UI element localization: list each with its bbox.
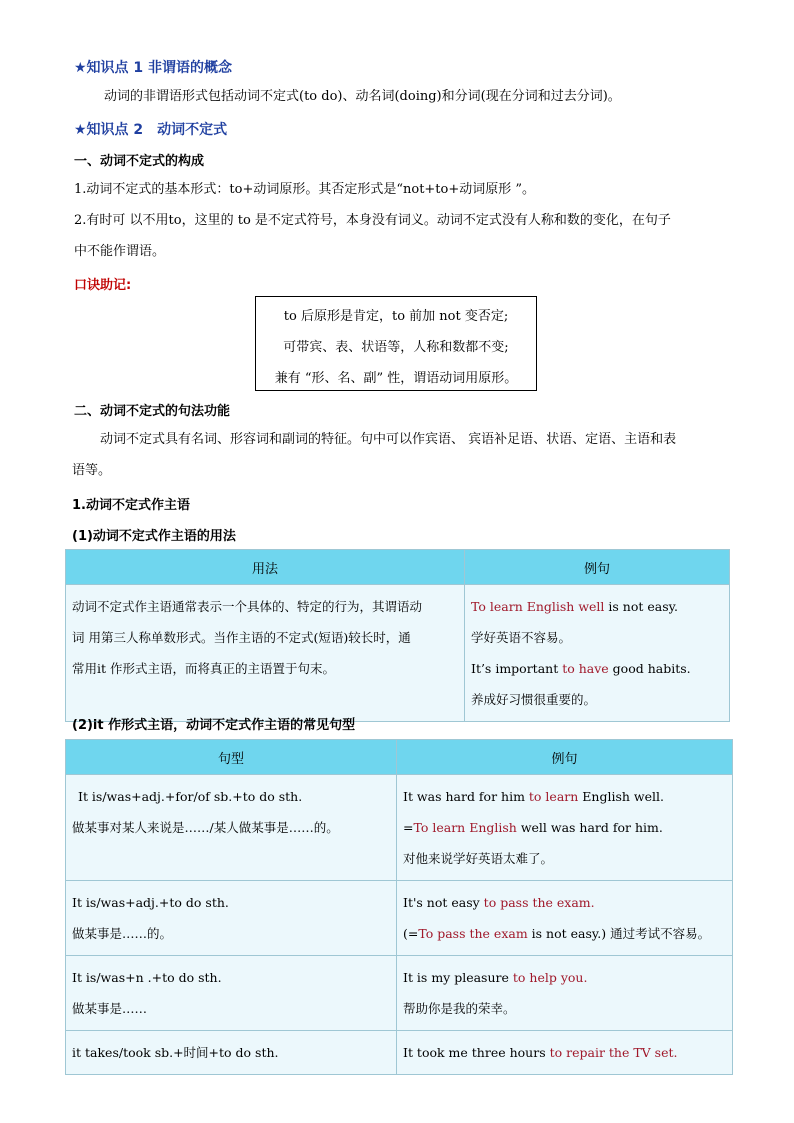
usage-line: 常用it 作形式主语，而将真正的主语置于句末。 xyxy=(72,661,335,676)
pattern-table xyxy=(65,739,733,1075)
example-sentence: It's not easy to pass the exam. xyxy=(403,895,595,910)
pattern-meaning: 做某事是…… xyxy=(72,1001,148,1016)
usage-line: 词 用第三人称单数形式。当作主语的不定式(短语)较长时，通 xyxy=(72,630,411,645)
mnemonic-line: 可带宾、表、状语等，人称和数都不变; xyxy=(283,340,509,355)
example-sentence: =To learn English well was hard for him. xyxy=(403,820,663,835)
paragraph: 动词的非谓语形式包括动词不定式(to do)、动名词(doing)和分词(现在分词和过去分词)。 xyxy=(104,89,621,104)
paragraph: 语等。 xyxy=(72,463,112,478)
example-sentence: (=To pass the exam is not easy.) 通过考试不容易。 xyxy=(403,926,711,941)
table-cell xyxy=(66,881,397,956)
mnemonic-line: to 后原形是肯定，to 前加 not 变否定; xyxy=(283,309,509,324)
subheading: 1.动词不定式作主语 xyxy=(72,498,190,513)
column-header: 例句 xyxy=(465,550,730,585)
subheading: (1)动词不定式作主语的用法 xyxy=(72,529,236,544)
example-translation: 对他来说学好英语太难了。 xyxy=(403,851,554,866)
table-cell xyxy=(66,1031,397,1075)
example-translation: 养成好习惯很重要的。 xyxy=(471,692,597,707)
mnemonic-label: 口诀助记: xyxy=(74,278,132,293)
paragraph: 1.动词不定式的基本形式：to+动词原形。其否定形式是“not+to+动词原形 ”。 xyxy=(74,182,536,197)
usage-line: 动词不定式作主语通常表示一个具体的、特定的行为，其谓语动 xyxy=(72,599,423,614)
table-header-row xyxy=(66,550,730,585)
mnemonic-box xyxy=(255,296,537,391)
pattern-meaning: 做某事是……的。 xyxy=(72,926,173,941)
table-row xyxy=(66,881,733,956)
sentence-pattern: It is/was+adj.+to do sth. xyxy=(72,895,229,910)
table-cell xyxy=(465,585,730,722)
example-sentence: To learn English well is not easy. xyxy=(471,599,678,614)
heading-sec1: 一、动词不定式的构成 xyxy=(74,154,205,169)
paragraph: 中不能作谓语。 xyxy=(74,244,166,259)
table-cell xyxy=(66,956,397,1031)
table-cell xyxy=(397,775,733,881)
sentence-pattern: It is/was+adj.+for/of sb.+to do sth. xyxy=(78,789,303,804)
paragraph: 2.有时可 以不用to，这里的 to 是不定式符号，本身没有词义。动词不定式没有人称和数的变化，在句子 xyxy=(74,213,671,228)
sentence-pattern: It is/was+n .+to do sth. xyxy=(72,970,222,985)
table-header-row xyxy=(66,740,733,775)
example-translation: 帮助你是我的荣幸。 xyxy=(403,1001,516,1016)
table-cell xyxy=(397,881,733,956)
table-cell xyxy=(66,775,397,881)
table-row xyxy=(66,585,730,722)
section-title-k2: ★知识点 2 动词不定式 xyxy=(74,122,228,138)
table-cell xyxy=(397,1031,733,1075)
pattern-meaning: 做某事对某人来说是……/某人做某事是……的。 xyxy=(72,820,339,835)
example-sentence: It is my pleasure to help you. xyxy=(403,970,588,985)
table-row xyxy=(66,775,733,881)
table-row xyxy=(66,1031,733,1075)
table-row xyxy=(66,956,733,1031)
subheading: (2)it 作形式主语，动词不定式作主语的常见句型 xyxy=(72,718,356,733)
example-translation: 学好英语不容易。 xyxy=(471,630,572,645)
sentence-pattern: it takes/took sb.+时间+to do sth. xyxy=(72,1045,279,1060)
section-title-k1: ★知识点 1 非谓语的概念 xyxy=(74,60,233,76)
example-sentence: It was hard for him to learn English well. xyxy=(403,789,664,804)
paragraph: 动词不定式具有名词、形容词和副词的特征。句中可以作宾语、 宾语补足语、状语、定语、主语和表 xyxy=(100,432,677,447)
table-cell xyxy=(397,956,733,1031)
example-sentence: It took me three hours to repair the TV set. xyxy=(403,1045,678,1060)
mnemonic-line: 兼有 “形、名、副” 性，谓语动词用原形。 xyxy=(274,371,518,386)
table-cell xyxy=(66,585,465,722)
heading-sec2: 二、动词不定式的句法功能 xyxy=(74,404,231,419)
example-sentence: It’s important to have good habits. xyxy=(471,661,691,676)
column-header: 例句 xyxy=(397,740,733,775)
column-header: 用法 xyxy=(66,550,465,585)
column-header: 句型 xyxy=(66,740,397,775)
usage-table xyxy=(65,549,730,722)
